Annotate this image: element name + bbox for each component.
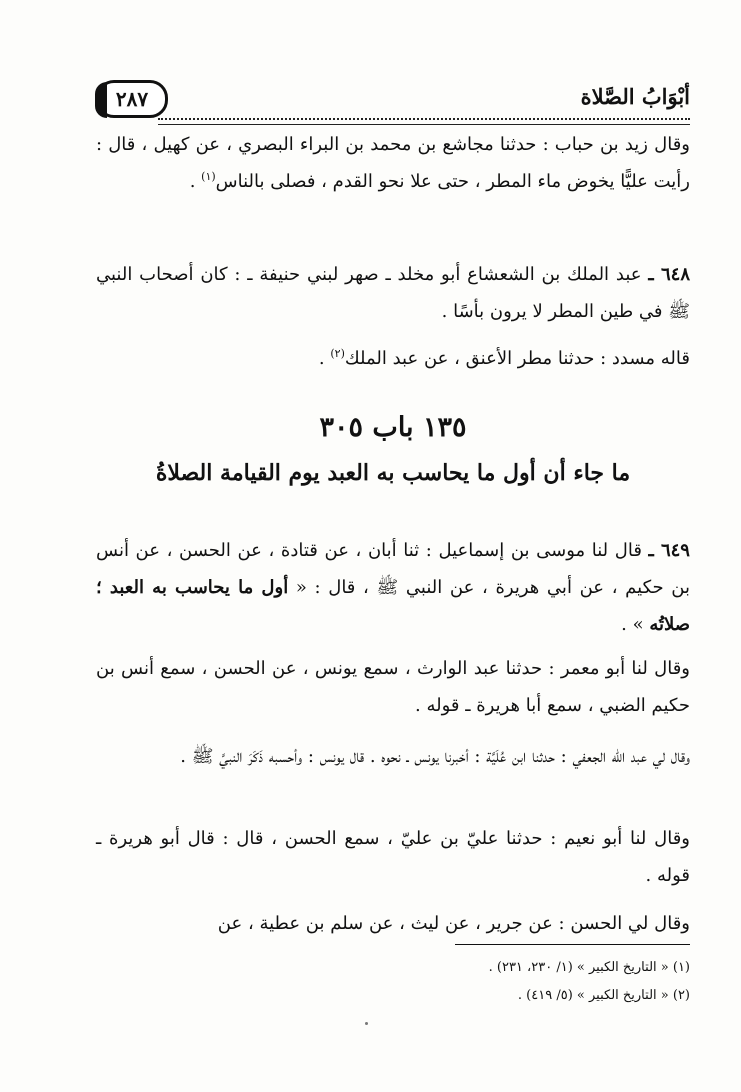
paragraph-8: وقال لي الحسن : عن جرير ، عن ليث ، عن سلم بن عطية ، عن [217, 913, 690, 934]
footnote-2: (٢) « التاريخ الكبير » (٥/ ٤١٩) . [517, 988, 690, 1003]
running-title: أبْوَابُ الصَّلاة [580, 84, 690, 109]
footnote-ref-1: (١) [201, 170, 216, 183]
page-header [96, 80, 690, 124]
paragraph-1: وقال زيد بن حباب : حدثنا مجاشع بن محمد بن البراء البصري ، عن كهيل ، قال : رأيت عليًّا يخوض ماء المطر ، حتى علا نحو القدم ، فصلى بالناس$^{(١)}$ . [96, 134, 690, 192]
hadith-number: ٦٤٨ ـ [648, 264, 690, 285]
hadith-648: ٦٤٨ ـ عبد الملك بن الشعشاع أبو مخلد ـ صهر لبني حنيفة ـ : كان أصحاب النبي ﷺ في طين المطر لا يرون بأسًا . [96, 264, 690, 322]
footnote-ref-2: (٢) [330, 347, 345, 360]
header-rule [158, 118, 690, 125]
chapter-title: ١٣٥ باب ٣٠٥ [319, 412, 467, 443]
paragraph-3: قاله مسدد : حدثنا مطر الأعنق ، عن عبد الملك$^{(٢)}$ . [318, 347, 690, 369]
page-number: ٢٨٧ [96, 80, 168, 118]
chapter-subtitle: ما جاء أن أول ما يحاسب به العبد يوم القيامة الصلاةُ [155, 460, 631, 486]
hadith-649: ٦٤٩ ـ قال لنا موسى بن إسماعيل : ثنا أبان ، عن قتادة ، عن الحسن ، عن أنس بن حكيم ، عن أبي هريرة ، عن النبي ﷺ ، قال : « أول ما يحاسب به العبد ؛ صلاتُه » . [96, 540, 691, 635]
paragraph-7: وقال لنا أبو نعيم : حدثنا عليّ بن عليّ ، سمع الحسن ، قال : قال أبو هريرة ـ قوله . [96, 828, 690, 886]
paragraph-6: وقال لي عبد الله الجعفي : حدثنا ابن عُلَيَّة : أخبرنا يونس ـ نحوه . قال يونس : وأحسبه ذَكَرَ النبيَّ ﷺ . [180, 746, 690, 767]
hadith-text-bold: أول ما يحاسب به العبد ؛ صلاتُه [96, 577, 690, 635]
page-mark [365, 1022, 368, 1025]
footnote-1: (١) « التاريخ الكبير » (١/ ٢٣٠، ٢٣١) . [488, 960, 690, 975]
paragraph-5: وقال لنا أبو معمر : حدثنا عبد الوارث ، سمع يونس ، عن الحسن ، سمع أنس بن حكيم الضبي ، سمع أبا هريرة ـ قوله . [96, 658, 690, 716]
hadith-number: ٦٤٩ ـ [648, 540, 690, 561]
footnote-separator [455, 944, 690, 945]
